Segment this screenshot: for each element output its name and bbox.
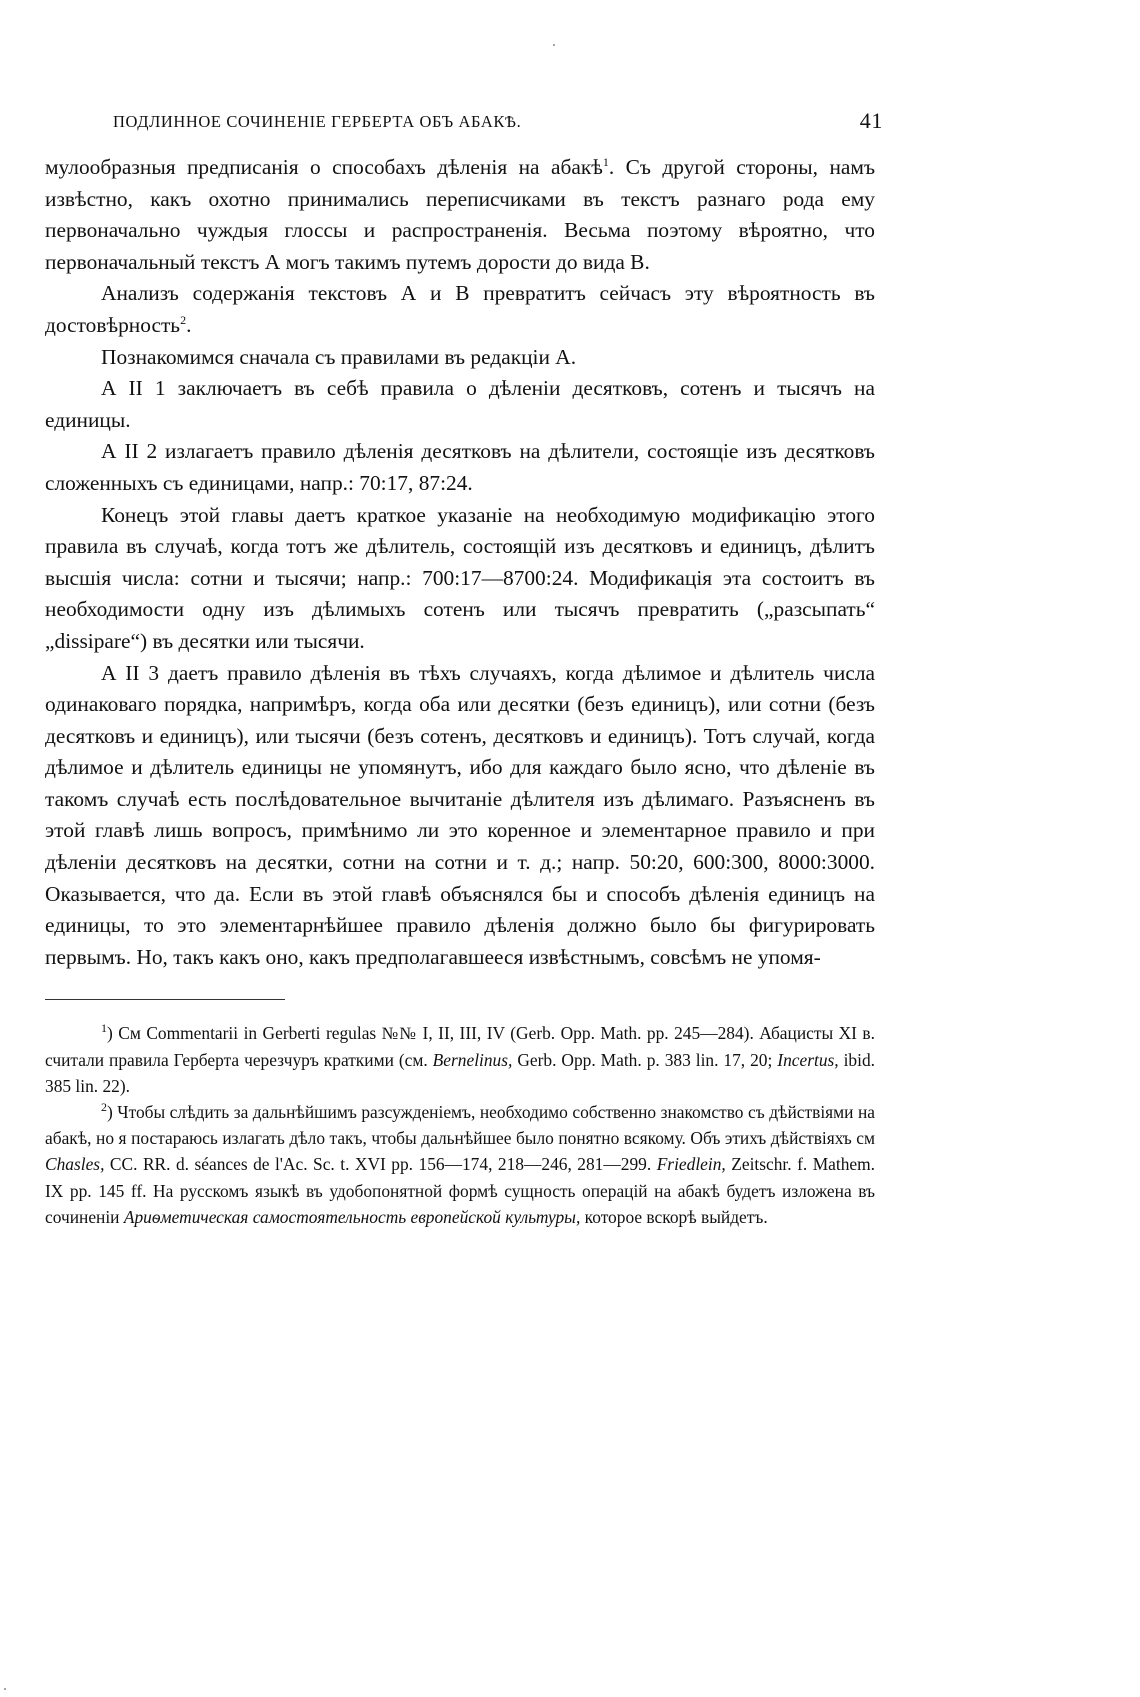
paragraph-7: А II 3 даетъ правило дѣленія въ тѣхъ случаяхъ, когда дѣлимое и дѣлитель числа одинаковаго порядка, напримѣръ, когда оба или десятки (безъ единицъ), или сотни (безъ десятковъ и единицъ), или тысячи (безъ сотенъ, десятковъ и единицъ). Тотъ случай, когда дѣлимое и дѣлитель единицы не упомянутъ, ибо для каждаго было ясно, что дѣленіе въ такомъ случаѣ есть послѣдовательное вычитаніе дѣлителя изъ дѣлимаго. Разъясненъ въ этой главѣ лишь вопросъ, примѣнимо ли это коренное и элементарное правило и при дѣленіи десятковъ на десятки, сотни на сотни и т. д.; напр. 50:20, 600:300, 8000:3000. Оказывается, что да. Если въ этой главѣ объяснялся бы и способъ дѣленія единицъ на единицы, то это элементарнѣйшее правило дѣленія должно было бы фигурировать первымъ. Но, такъ какъ оно, какъ предполагавшееся извѣстнымъ, совсѣмъ не упомя-: [45, 660, 875, 969]
scan-speck: [553, 44, 555, 46]
book-page: [45, 108, 883, 1230]
paragraph-6: Конецъ этой главы даетъ краткое указаніе на необходимую модификацію этого правила въ случаѣ, когда тотъ же дѣлитель, состоящій изъ десятковъ и единицъ, дѣлитъ высшія числа: сотни и тысячи; напр.: 700:17—8700:24. Модификація эта состоитъ въ необходимости одну изъ дѣлимыхъ сотенъ или тысячъ превратить („разсыпать“ „dissipare“) въ десятки или тысячи.: [45, 502, 875, 653]
paragraph-1: мулообразныя предписанія о способахъ дѣленія на абакѣ$^1$. Съ другой стороны, намъ извѣстно, какъ охотно принимались переписчиками въ текстъ разнаго рода ему первоначально чуждыя глоссы и распространенія. Весьма поэтому вѣроятно, что первоначальный текстъ А могъ такимъ путемъ дорости до вида В.: [45, 154, 876, 274]
paragraph-5: А II 2 излагаетъ правило дѣленія десятковъ на дѣлители, состоящіе изъ десятковъ сложенныхъ съ единицами, напр.: 70:17, 87:24.: [45, 439, 875, 495]
footnote-ref-1[interactable]: 1: [602, 154, 609, 169]
footnote-1: $^1$) См Commentarii in Gerberti regulas №№ I, II, III, IV (Gerb. Opp. Math. pp. 245—284). Абацисты XI в. считали правила Герберта черезчуръ краткими (см. Bernelinus, Gerb. Opp. Math. p. 383 lin. 17, 20; Incertus, ibid. 385 lin. 22).: [45, 1021, 876, 1096]
paragraph-3: Познакомимся сначала съ правилами въ редакціи А.: [101, 344, 577, 369]
paragraph-4: А II 1 заключаетъ въ себѣ правила о дѣленіи десятковъ, сотенъ и тысячъ на единицы.: [45, 376, 875, 432]
footnotes: [45, 1020, 875, 1230]
footnote-mark-2: 2: [101, 1100, 107, 1115]
footnote-mark-1: 1: [101, 1021, 107, 1036]
footnote-ref-2[interactable]: 2: [180, 312, 187, 327]
footnote-2: $^2$) Чтобы слѣдить за дальнѣйшимъ разсужденіемъ, необходимо собственно знакомство съ дѣйствіями на абакѣ, но я постараюсь излагать дѣло такъ, чтобы дальнѣйшее было понятно всякому. Объ этихъ дѣйствіяхъ см Chasles, CC. RR. d. séances de l'Ac. Sc. t. XVI pp. 156—174, 218—246, 281—299. Friedlein, Zeitschr. f. Mathem. IX pp. 145 ff. На русскомъ языкѣ въ удобопонятной формѣ сущность операцій на абакѣ будетъ изложена въ сочиненіи Ариѳметическая самостоятельность европейской культуры, которое вскорѣ выйдетъ.: [45, 1100, 875, 1227]
running-title: ПОДЛИННОЕ СОЧИНЕНІЕ ГЕРБЕРТА ОБЪ АБАКѢ.: [113, 112, 522, 131]
scan-speck: [4, 1688, 6, 1690]
footnote-divider: [45, 999, 285, 1000]
running-header: [45, 108, 883, 142]
paragraph-2: Анализъ содержанія текстовъ А и В превратитъ сейчасъ эту вѣроятность въ достовѣрность$^2$.: [45, 281, 875, 337]
main-text: [45, 152, 875, 973]
page-number: 41: [859, 108, 883, 133]
